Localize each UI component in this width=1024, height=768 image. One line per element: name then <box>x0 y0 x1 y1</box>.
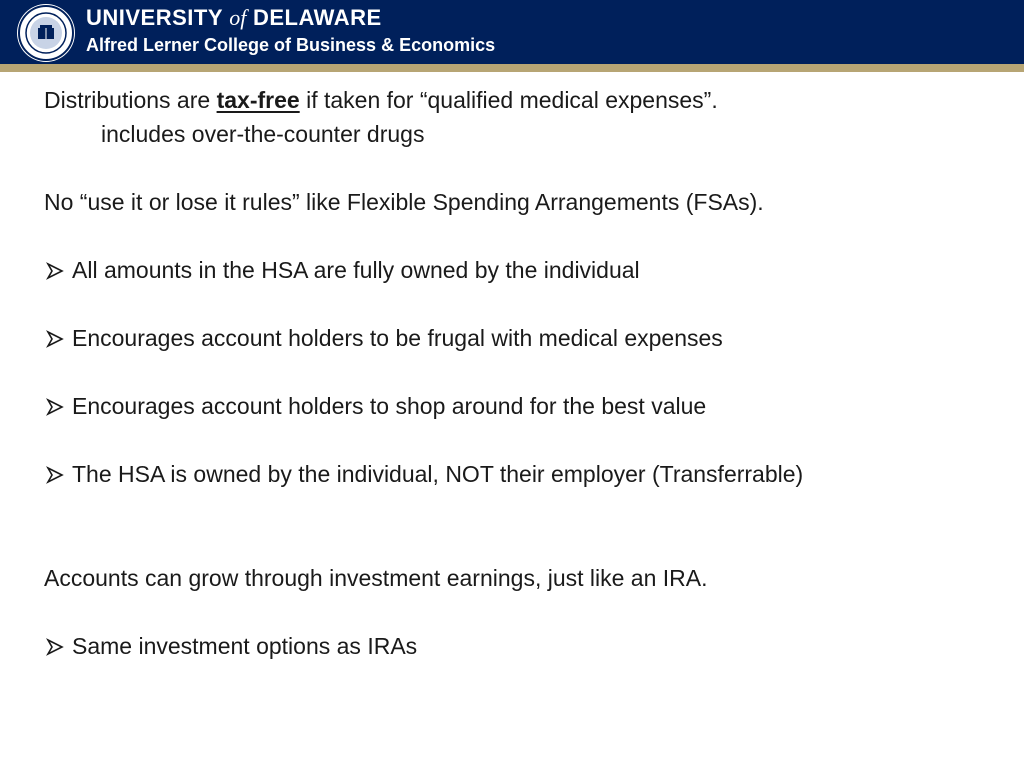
distributions-line <box>44 86 718 114</box>
university-name <box>86 6 382 30</box>
gold-divider <box>0 64 1024 72</box>
bullet-item <box>46 460 803 488</box>
bullet-text: All amounts in the HSA are fully owned by the individual <box>72 257 640 283</box>
bullet-text: Same investment options as IRAs <box>72 633 418 659</box>
arrowhead-bullet-icon <box>46 324 72 352</box>
header-bar <box>0 0 1024 64</box>
brand-state: DELAWARE <box>253 5 382 30</box>
distributions-text-post: if taken for “qualified medical expenses”. <box>299 87 718 113</box>
bullet-item <box>46 324 723 352</box>
otc-drugs-line: includes over-the-counter drugs <box>101 121 425 147</box>
bullet-text: Encourages account holders to shop around for the best value <box>72 393 707 419</box>
brand-of: of <box>229 5 247 30</box>
college-name: Alfred Lerner College of Business & Economics <box>86 35 496 55</box>
distributions-text-pre: Distributions are <box>44 87 217 113</box>
arrowhead-bullet-icon <box>46 460 72 488</box>
bullet-item <box>46 632 417 660</box>
no-use-it-line: No “use it or lose it rules” like Flexible Spending Arrangements (FSAs). <box>44 189 764 215</box>
bullet-item <box>46 256 640 284</box>
arrowhead-bullet-icon <box>46 392 72 420</box>
investment-line: Accounts can grow through investment earnings, just like an IRA. <box>44 565 708 591</box>
tax-free-emphasis: tax-free <box>216 87 300 113</box>
brand-university: UNIVERSITY <box>86 5 223 30</box>
arrowhead-bullet-icon <box>46 632 72 660</box>
arrowhead-bullet-icon <box>46 256 72 284</box>
bullet-item <box>46 392 706 420</box>
bullet-text: Encourages account holders to be frugal with medical expenses <box>72 325 723 351</box>
university-seal-icon <box>17 4 75 62</box>
bullet-text: The HSA is owned by the individual, NOT their employer (Transferrable) <box>72 461 804 487</box>
